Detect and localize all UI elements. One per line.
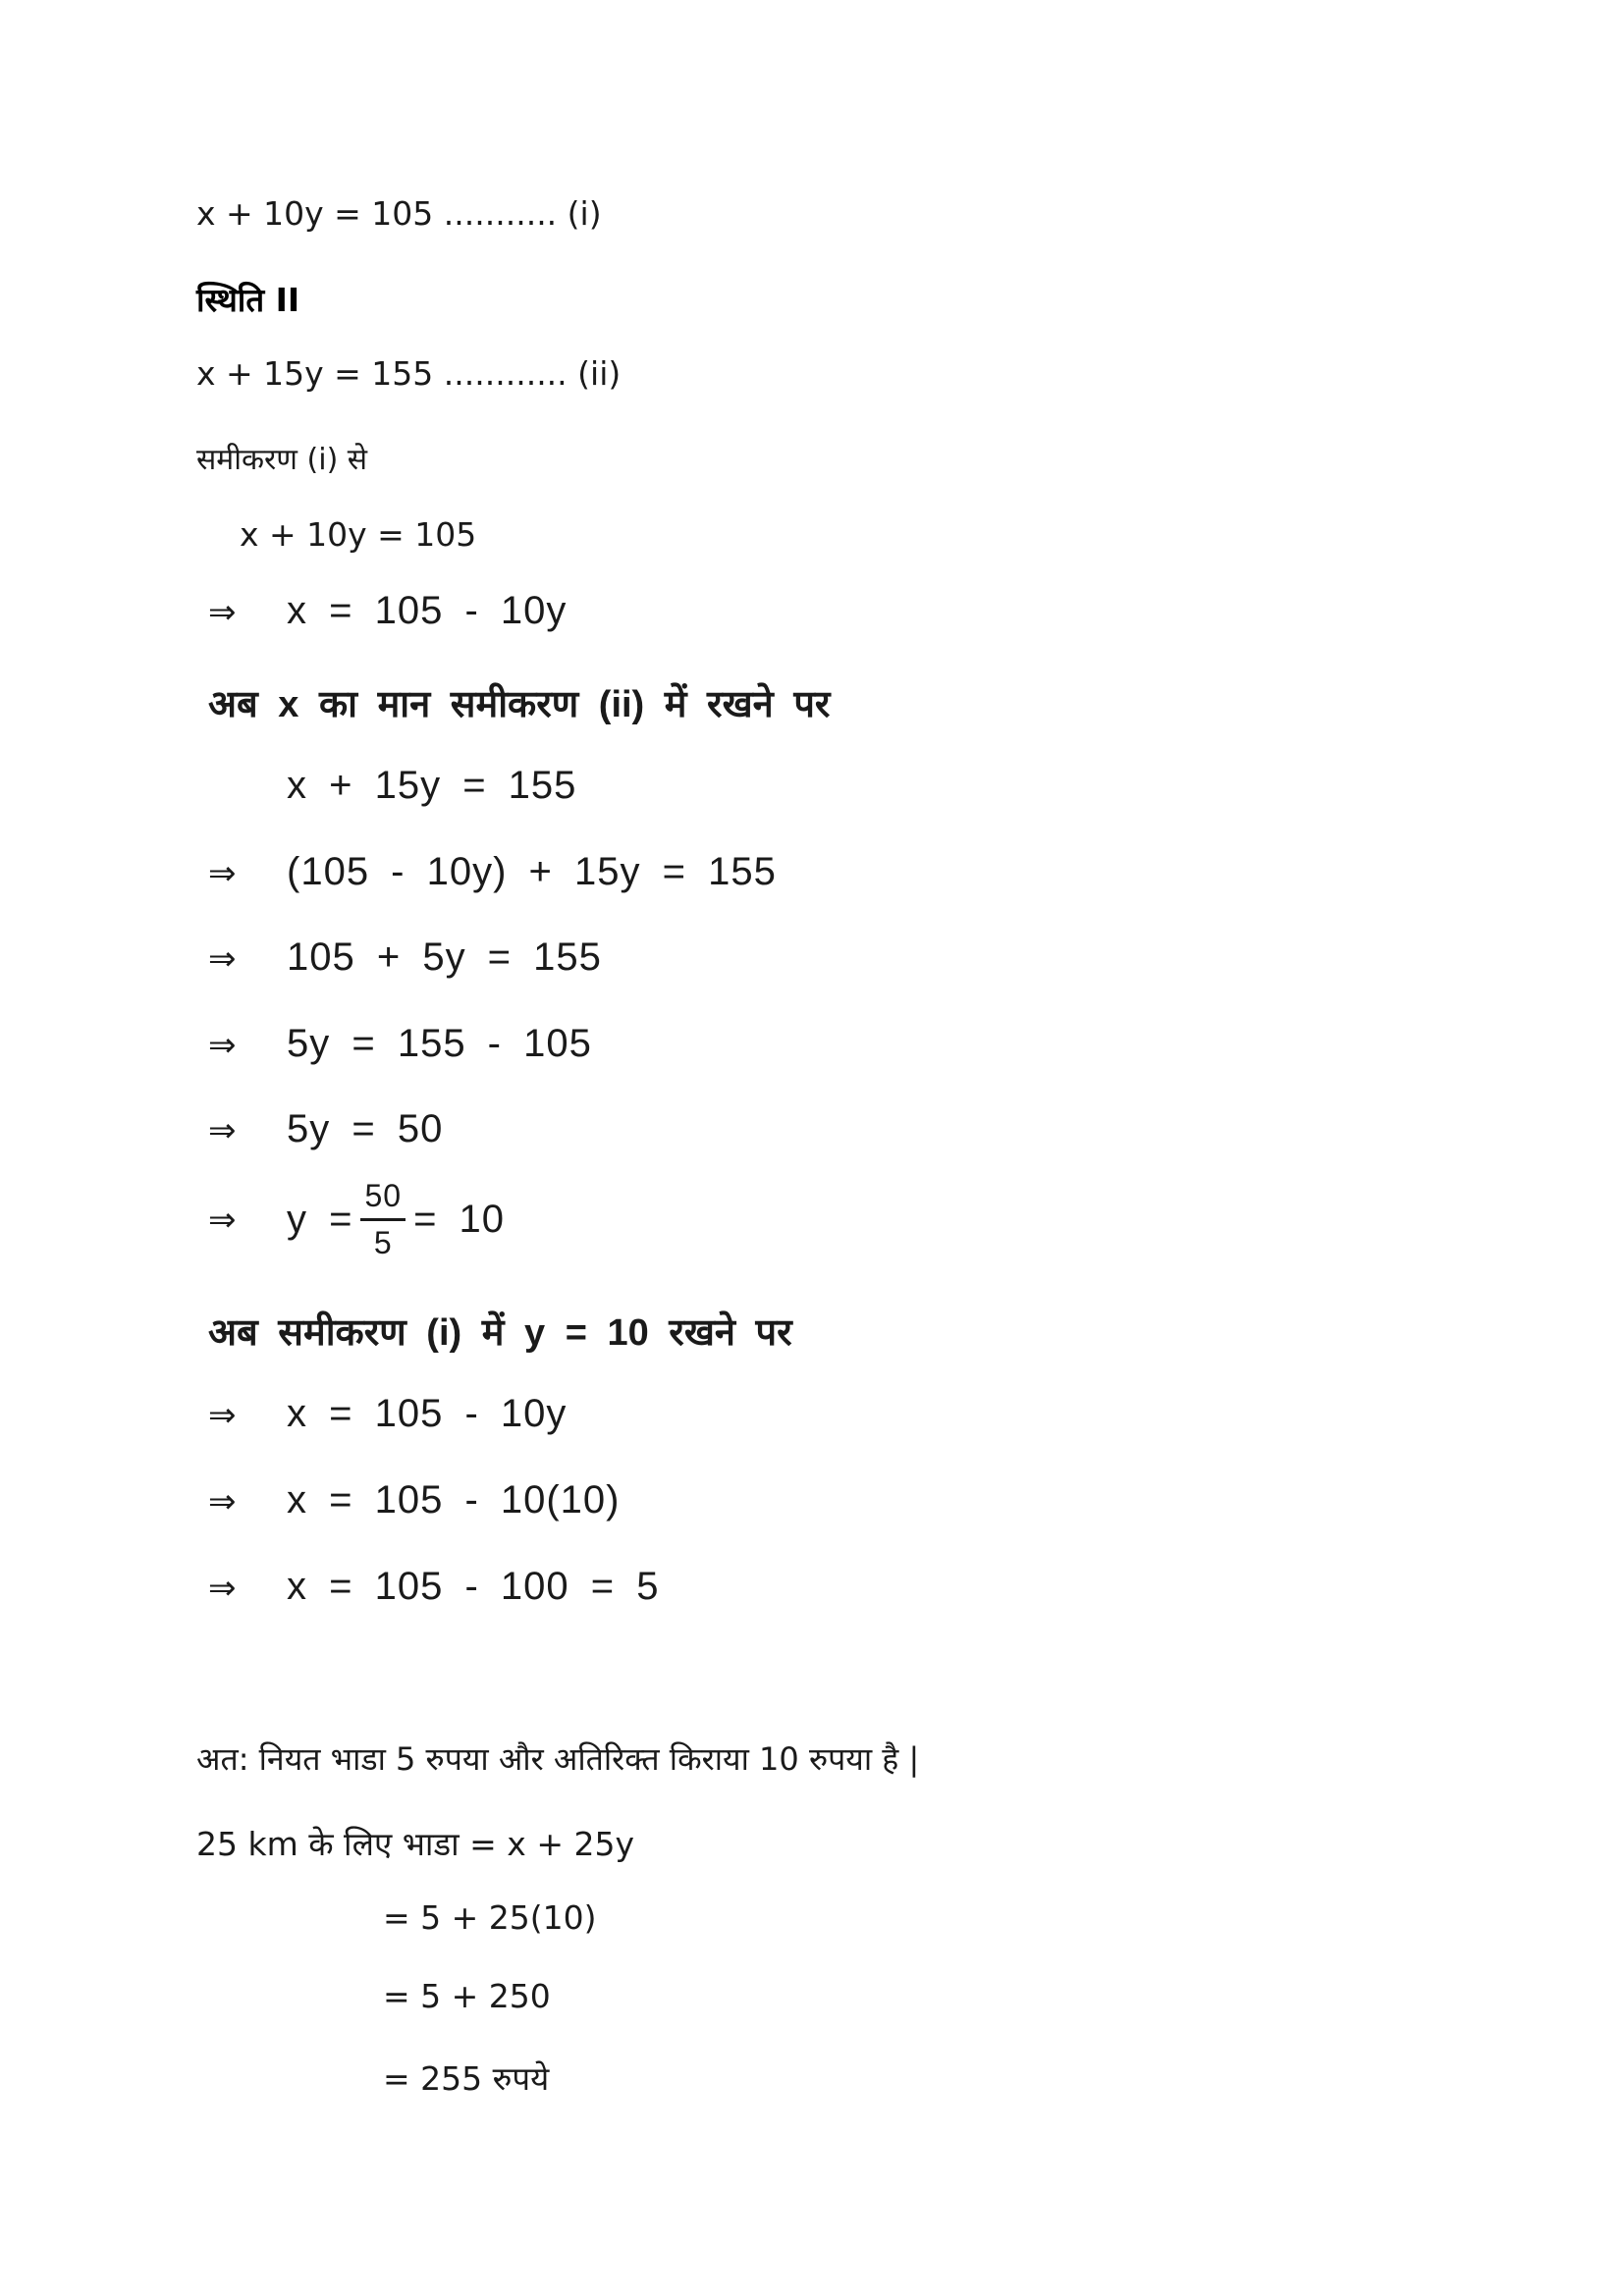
step-text: x = 105 - 10y — [287, 1392, 568, 1435]
step-text: x = 105 - 10y — [287, 589, 568, 632]
fare-25km: 25 km के लिए भाडा = x + 25y — [196, 1825, 634, 1863]
fare-step-1: = 5 + 25(10) — [383, 1898, 597, 1937]
fraction-denominator: 5 — [373, 1225, 393, 1260]
step-substitution — [208, 850, 777, 894]
implies-arrow-icon: ⇒ — [208, 1111, 238, 1150]
step-text: = 10 — [413, 1198, 506, 1241]
step-x-result — [208, 1565, 659, 1609]
equation-i-restated: x + 10y = 105 — [240, 515, 477, 554]
substitute-y-label: अब समीकरण (i) में y = 10 रखने पर — [208, 1312, 792, 1354]
step-x-formula — [208, 1392, 567, 1436]
fare-step-2: = 5 + 250 — [383, 1977, 551, 2015]
step-equation-ii: x + 15y = 155 — [287, 764, 577, 807]
implies-arrow-icon: ⇒ — [208, 1482, 238, 1522]
step-x-expression — [208, 589, 567, 633]
equation-ii: x + 15y = 155 ............ (ii) — [196, 354, 622, 393]
implies-arrow-icon: ⇒ — [208, 593, 238, 632]
step-text: y = — [287, 1198, 353, 1241]
substitute-x-label: अब x का मान समीकरण (ii) में रखने पर — [208, 684, 831, 725]
step-text: (105 - 10y) + 15y = 155 — [287, 850, 777, 893]
implies-arrow-icon: ⇒ — [208, 1396, 238, 1435]
step-simplify — [208, 935, 602, 980]
implies-arrow-icon: ⇒ — [208, 939, 238, 979]
step-text: x = 105 - 10(10) — [287, 1478, 621, 1522]
implies-arrow-icon: ⇒ — [208, 1200, 238, 1240]
step-x-substituted — [208, 1478, 621, 1522]
case-ii-heading: स्थिति II — [196, 281, 300, 319]
fraction — [360, 1178, 406, 1261]
implies-arrow-icon: ⇒ — [208, 1026, 238, 1065]
step-text: 5y = 155 - 105 — [287, 1022, 592, 1065]
step-y-fraction — [208, 1178, 505, 1261]
from-equation-i-label: समीकरण (i) से — [196, 443, 368, 477]
implies-arrow-icon: ⇒ — [208, 1569, 238, 1608]
step-text: 5y = 50 — [287, 1107, 444, 1150]
step-isolate-y — [208, 1022, 592, 1066]
equation-i: x + 10y = 105 ........... (i) — [196, 194, 602, 233]
step-text: 105 + 5y = 155 — [287, 935, 602, 979]
step-text: x = 105 - 100 = 5 — [287, 1565, 660, 1608]
step-5y-value — [208, 1107, 443, 1151]
fraction-numerator: 50 — [360, 1178, 406, 1221]
conclusion-statement: अत: नियत भाडा 5 रुपया और अतिरिक्त किराया 10 रुपया है | — [196, 1740, 920, 1778]
fare-result: = 255 रुपये — [383, 2059, 550, 2098]
implies-arrow-icon: ⇒ — [208, 854, 238, 893]
